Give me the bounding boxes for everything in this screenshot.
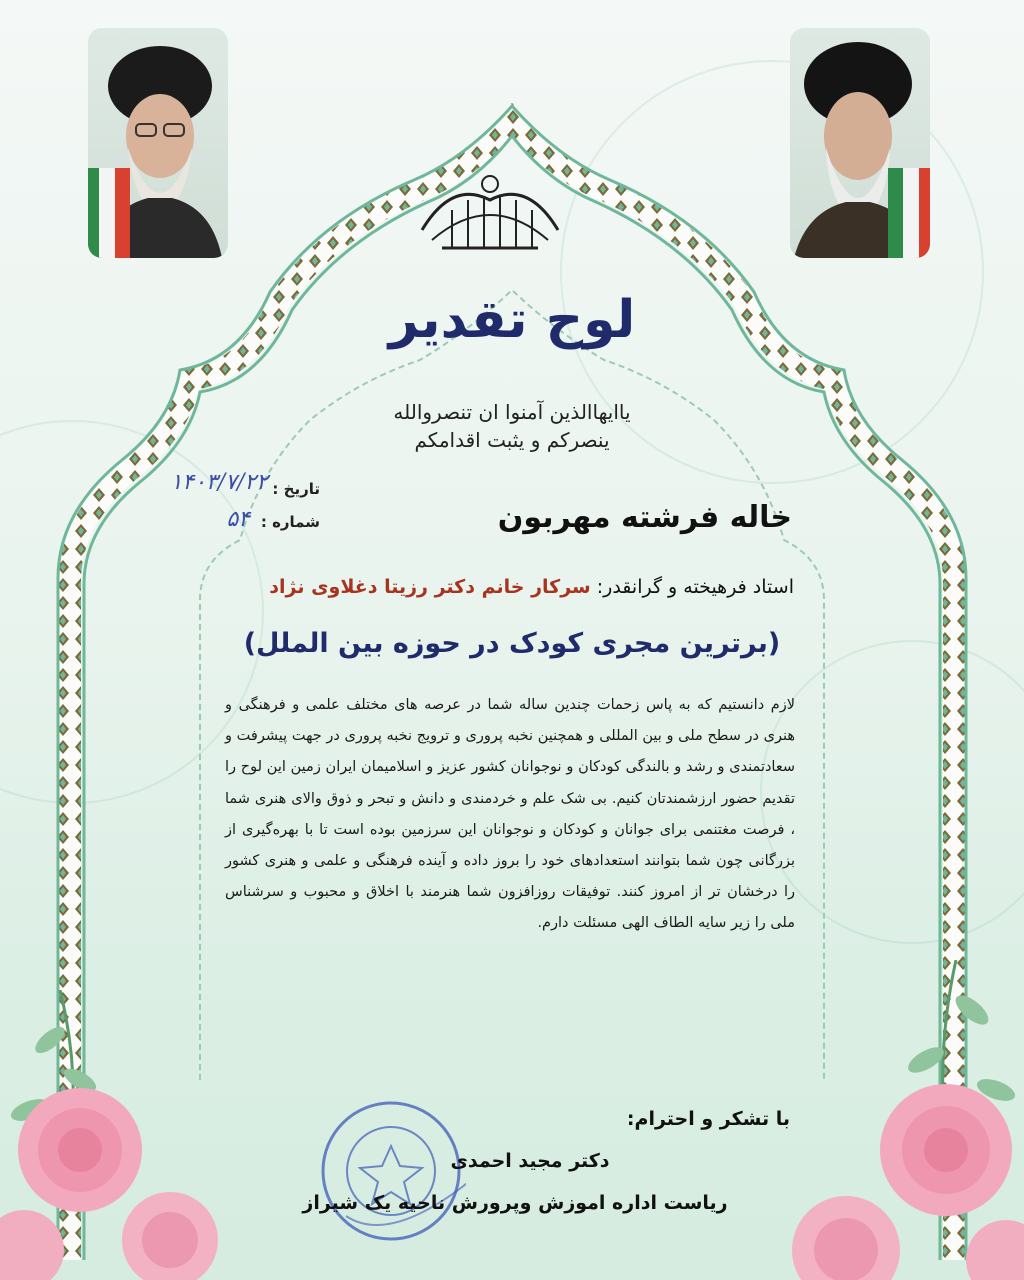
portrait-right	[790, 28, 930, 258]
recipient-prefix: استاد فرهیخته و گرانقدر:	[596, 576, 794, 598]
recipient-name: سرکار خانم دکتر رزیتا دغلاوی نژاد	[269, 576, 591, 598]
basmala-calligraphy-icon	[412, 160, 568, 260]
iran-flag-icon	[88, 168, 130, 258]
rose-flowers-right	[776, 960, 1024, 1280]
number-value: ۵۴	[226, 507, 250, 532]
signer-title: ریاست اداره اموزش وپرورش ناحیه یک شیراز	[302, 1192, 728, 1214]
verse-line-1: یاایهاالذین آمنوا ان تنصروالله	[393, 400, 631, 424]
date-label: تاریخ :	[272, 480, 320, 498]
basmala-calligraphy	[412, 160, 568, 260]
recipient-line	[230, 576, 794, 598]
closing-text: با تشکر و احترام:	[626, 1108, 790, 1130]
quran-verse	[312, 398, 712, 454]
body-paragraph: لازم دانستیم که به پاس زحمات چندین ساله شما در عرصه های مختلف علمی و فرهنگی و هنری در سطح ملی و بین المللی و همچنین نخبه پروری و ترویج نخبه پروری در جهت پیشرفت و سعادتمندی و رشد و بالندگی کودکان و نوجوانان کشور عزیز و اسلامیمان ایران زمین این لوح را تقدیم حضور ارزشمندتان کنیم. بی شک علم و خردمندی و دانش و تبحر و ذوق والای هنری شما ، فرصت مغتنمی برای جوانان و کودکان و نوجوانان این سرزمین بوده است تا با بهره‌گیری از بزرگانی چون شما بتوانند استعدادهای خود را بروز داده و آینده فرهنگی و علمی و هنری کشور را درخشان تر از امروز کنند. توفیقات روزافزون شما هنرمند با اخلاق و محبوب و سرشناس ملی را زیر سایه الطاف الهی مسئلت دارم.	[225, 697, 795, 932]
rose-flowers-left	[0, 990, 250, 1280]
recipient-nickname: خاله فرشته مهربون	[497, 500, 792, 535]
award-title: (برترین مجری کودک در حوزه بین الملل)	[243, 628, 781, 659]
number-label: شماره :	[260, 513, 320, 531]
date-value: ۱۴۰۳/۷/۲۲	[170, 470, 268, 495]
certificate-title: لوح تقدیر	[388, 290, 636, 350]
portrait-left	[88, 28, 228, 258]
iran-flag-icon	[888, 168, 930, 258]
signer-name: دکتر مجید احمدی	[450, 1150, 610, 1172]
verse-line-2: ینصرکم و یثبت اقدامکم	[414, 428, 610, 452]
